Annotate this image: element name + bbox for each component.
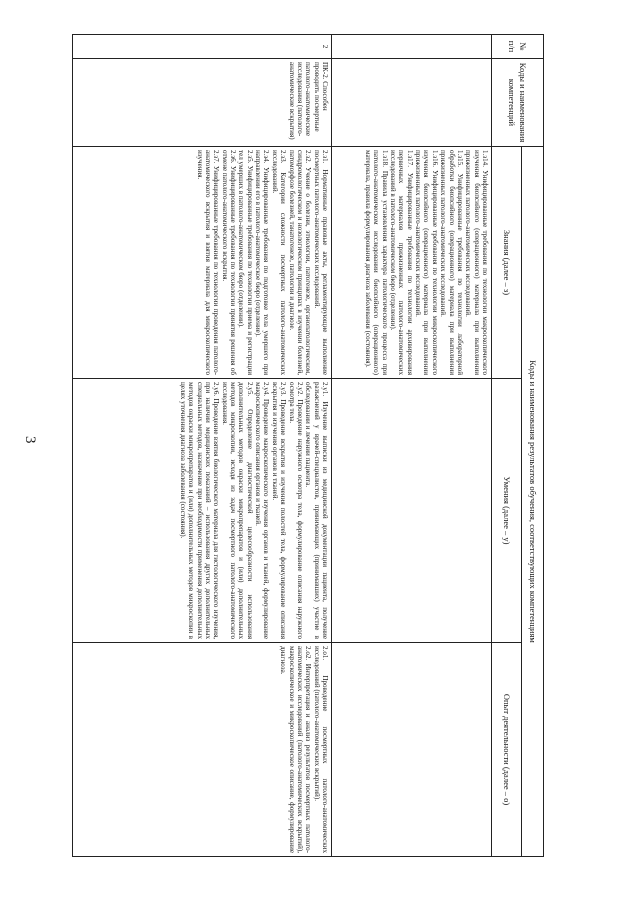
knowledge-item: 1.з15. Унифицированные требования по технологии лабораторной обработки биопсийного (операционного) материала при выполнении прижизненных патолого-анатомических исследований.	[439, 150, 464, 375]
skill-item: 2.у2. Проведение наружного осмотра тела, формулирование описания наружного осмотра тела.	[287, 382, 304, 639]
header-results-group: Коды и наименования результатов обучения, соответствующих компетенциям	[522, 147, 544, 857]
table-row	[332, 35, 492, 857]
skill-item: 2.у1. Изучение выписки из медицинской документации пациента, получение разъяснений у врачей-специалистов, принимающих (принимавших) участие в обследовании и лечении пациента.	[304, 382, 329, 639]
knowledge-item: 1.з16. Унифицированные требования по технологии микроскопического изучения биопсийного (операционного) материала при выполнении прижизненных патолого-анатомических исследований.	[414, 150, 439, 375]
row-number	[332, 35, 492, 59]
skill-item: 2.у5. Определение диагностической целесообразности использования дополнительных методов окраски микропрепаратов и (или) дополнительных методов микроскопии, исходя из задач посмертного патолого-анатомического исследования.	[220, 382, 254, 639]
skills-cell	[73, 379, 332, 643]
table-subheader-row	[492, 35, 522, 857]
header-knowledge: Знания (далее – з)	[492, 147, 522, 379]
rotated-document-sheet	[72, 34, 544, 856]
skill-item: 2.у4. Проведение макроскопического изучения органов и тканей, формулирование макроскопического описания органов и тканей.	[254, 382, 271, 639]
knowledge-item: 2.з7. Унифицированные требования по технологии проведения патолого-анатомического вскрытия и взятия материала для микроскопического изучения.	[195, 150, 221, 375]
competency-table	[72, 34, 544, 857]
table-header-row	[522, 35, 544, 857]
skills-cell	[332, 379, 492, 643]
knowledge-cell	[332, 147, 492, 379]
knowledge-item: 2.з2. Учение о болезни, этиологии, патогенезе, органопатологическом, синдромологическом и нозологическом принципах в изучении болезней, патоморфозе болезней, танатогенезе, патологии и диагнозе.	[287, 150, 313, 375]
table-row	[73, 35, 332, 857]
header-codes: Коды и наименования компетенций	[492, 59, 544, 147]
row-number: 2	[73, 35, 332, 59]
competency-cell: ПК-2. Способен проводить посмертные патолого-анатомические исследования (патолого-анатомические вскрытия)	[73, 59, 332, 147]
skill-item: 2.у3. Проведение вскрытия и изучения полостей тела, формулирование описания вскрытия и изучения органов и тканей.	[270, 382, 288, 639]
knowledge-item: 2.з1. Нормативные правовые акты, регламентирующие выполнение посмертных патолого-анатомических исследований.	[312, 150, 329, 375]
knowledge-item: 1.з18. Правила установления характера патологического процесса при патолого-анатомическом исследовании биопсийного (операционного) материала, правила формулирования диагноза заболевания (состояния).	[363, 150, 389, 375]
experience-item: 2.о2. Интерпретация и анализ результатов посмертных патолого-анатомических исследований (патолого-анатомических вскрытий), макроскопическое и микроскопическое описание, формулирование диагноза.	[279, 646, 313, 854]
knowledge-item: 1.з14. Унифицированные требования по технологии макроскопического изучения биопсийного (операционного) материала при выполнении прижизненных патолого-анатомических исследований.	[464, 150, 489, 375]
experience-cell	[73, 643, 332, 857]
header-skills: Умения (далее – у)	[492, 379, 522, 643]
page-number: 3	[22, 436, 38, 444]
knowledge-item: 2.з6. Унифицированные требования по технологии принятия решения об отмене патолого-анатомического вскрытия.	[220, 150, 238, 375]
knowledge-item: 2.з4. Унифицированные требования по подготовке тела умершего при направлении его в патолого-анатомическое бюро (отделение).	[254, 150, 271, 375]
header-num: № п/п	[492, 35, 544, 59]
experience-cell	[332, 643, 492, 857]
header-experience: Опыт деятельности (далее – о)	[492, 643, 522, 857]
skill-item: 2.у6. Проведение взятия биологического материала для гистологического изучения, при наличии медицинских показаний – использования других дополнительных специальных методов, назначение при необходимости применения дополнительных методов окраски микропрепаратов и (или) дополнительных методов микроскопии в целях уточнения диагноза заболевания (состояния).	[178, 382, 221, 639]
knowledge-cell	[73, 147, 332, 379]
experience-item: 2.о1. Проведение посмертных патолого-анатомических исследований (патолого-анатомических вскрытий).	[312, 646, 329, 854]
knowledge-item: 2.з3. Категории сложности посмертных патолого-анатомических исследований.	[270, 150, 288, 375]
competency-cell	[332, 59, 492, 147]
knowledge-item: 2.з5. Унифицированные требования по технологии приема и регистрации тел умерших в патолого-анатомическом бюро (отделении).	[237, 150, 254, 375]
knowledge-item: 1.з17. Унифицированные требования по технологии архивирования первичных материалов прижизненных патолого-анатомических исследований в патолого-анатомическом бюро (отделении).	[389, 150, 414, 375]
